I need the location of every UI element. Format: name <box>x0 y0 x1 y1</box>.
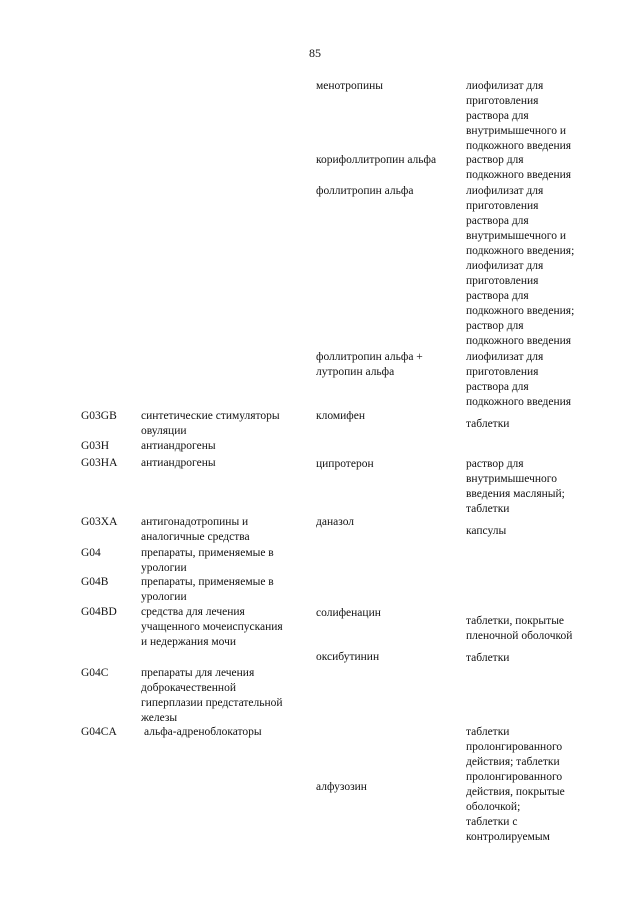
dosage-form-cell: раствор для внутримышечного введения масляный; таблетки <box>466 458 565 515</box>
atc-code-cell: G04C <box>81 667 109 679</box>
group-name-cell: альфа-адреноблокаторы <box>144 726 262 738</box>
group-name-cell: антиандрогены <box>141 457 216 469</box>
dosage-form-cell: таблетки <box>466 652 510 664</box>
dosage-form-cell: таблетки, покрытые пленочной оболочкой <box>466 615 573 642</box>
inn-cell: алфузозин <box>316 781 367 793</box>
group-name-cell: препараты, применяемые в урологии <box>141 547 274 574</box>
atc-code-cell: G04B <box>81 576 109 588</box>
atc-code-cell: G03H <box>81 440 110 452</box>
inn-cell: ципротерон <box>316 458 374 470</box>
group-name-cell: препараты для лечения доброкачественной гиперплазии предстательной железы <box>141 667 283 724</box>
atc-code-cell: G03GB <box>81 410 117 422</box>
atc-code-cell: G04BD <box>81 606 117 618</box>
dosage-form-cell: таблетки пролонгированного действия; таблетки пролонгированного действия, покрытые оболочкой; таблетки с контролируемым <box>466 726 565 843</box>
dosage-form-cell: капсулы <box>466 525 507 537</box>
inn-cell: кломифен <box>316 410 365 422</box>
group-name-cell: антиандрогены <box>141 440 216 452</box>
inn-cell: менотропины <box>316 80 383 92</box>
atc-code-cell: G04 <box>81 547 101 559</box>
inn-cell: оксибутинин <box>316 651 380 663</box>
dosage-form-cell: таблетки <box>466 418 510 430</box>
page-number: 85 <box>309 46 321 60</box>
dosage-form-cell: лиофилизат для приготовления раствора для внутримышечного и подкожного введения <box>466 80 572 152</box>
inn-cell: фоллитропин альфа + лутропин альфа <box>316 351 423 378</box>
group-name-cell: синтетические стимуляторы овуляции <box>141 410 280 437</box>
atc-code-cell: G03HA <box>81 457 118 469</box>
inn-cell: фоллитропин альфа <box>316 185 414 197</box>
dosage-form-cell: лиофилизат для приготовления раствора для подкожного введения <box>466 351 572 408</box>
inn-cell: корифоллитропин альфа <box>316 154 437 166</box>
atc-code-cell: G04CA <box>81 726 117 738</box>
group-name-cell: препараты, применяемые в урологии <box>141 576 274 603</box>
dosage-form-cell: лиофилизат для приготовления раствора для внутримышечного и подкожного введения; лиофилизат для приготовления раствора для подкожного введения; раствор для подкожного введения <box>466 185 575 347</box>
inn-cell: даназол <box>316 516 355 528</box>
group-name-cell: средства для лечения учащенного мочеиспускания и недержания мочи <box>141 606 283 648</box>
inn-cell: солифенацин <box>316 607 381 619</box>
group-name-cell: антигонадотропины и аналогичные средства <box>141 516 250 543</box>
atc-code-cell: G03XA <box>81 516 118 528</box>
dosage-form-cell: раствор для подкожного введения <box>466 154 572 181</box>
